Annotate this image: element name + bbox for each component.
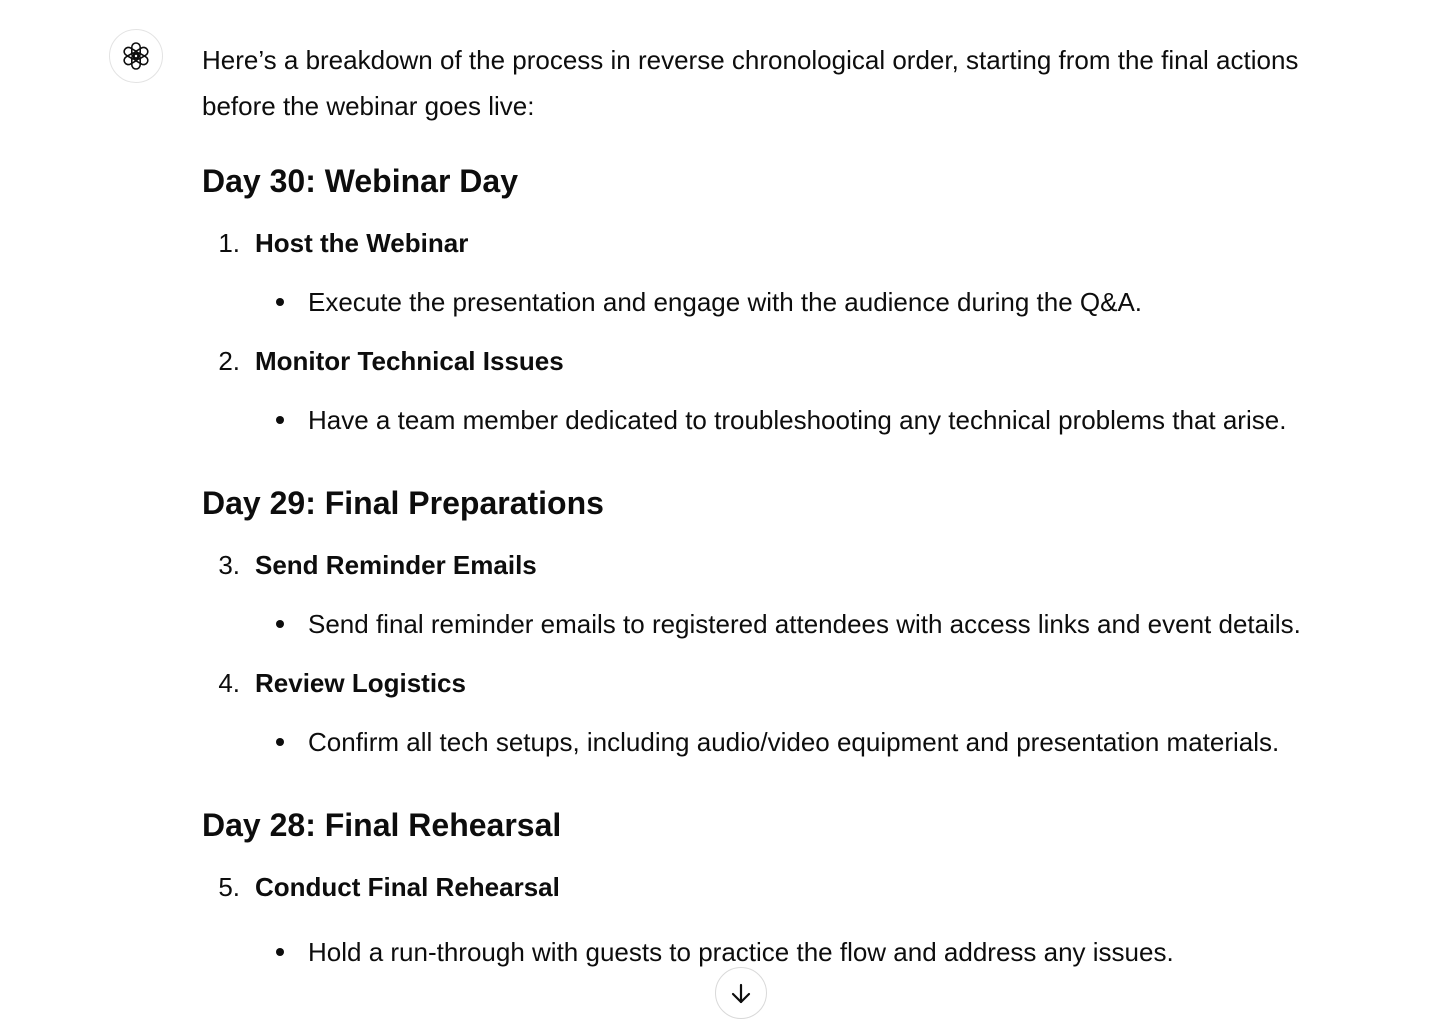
step-title: Send Reminder Emails bbox=[255, 550, 537, 580]
step-detail: Confirm all tech setups, including audio/video equipment and presentation materials. bbox=[308, 727, 1280, 757]
step-detail: Execute the presentation and engage with the audience during the Q&A. bbox=[308, 287, 1143, 317]
openai-logo-icon bbox=[120, 40, 152, 72]
step-title: Conduct Final Rehearsal bbox=[255, 872, 560, 902]
message-intro: Here’s a breakdown of the process in reverse chronological order, starting from the final actions before the webinar goes live: bbox=[202, 45, 1299, 121]
section-heading-day-29: Day 29: Final Preparations bbox=[202, 485, 604, 521]
step-title: Host the Webinar bbox=[255, 228, 469, 258]
section-heading-day-30: Day 30: Webinar Day bbox=[202, 163, 518, 199]
bullet-dot-icon bbox=[276, 298, 284, 306]
section-heading-day-28: Day 28: Final Rehearsal bbox=[202, 807, 562, 843]
bullet-dot-icon bbox=[276, 738, 284, 746]
step-number: 2. bbox=[218, 346, 240, 376]
step-title: Review Logistics bbox=[255, 668, 466, 698]
bullet-dot-icon bbox=[276, 948, 284, 956]
step-detail: Have a team member dedicated to troubleshooting any technical problems that arise. bbox=[308, 405, 1287, 435]
step-number: 5. bbox=[218, 872, 240, 902]
step-detail: Send final reminder emails to registered attendees with access links and event details. bbox=[308, 609, 1301, 639]
step-number: 4. bbox=[218, 668, 240, 698]
scroll-to-bottom-button[interactable] bbox=[715, 967, 767, 1019]
bullet-dot-icon bbox=[276, 620, 284, 628]
assistant-avatar bbox=[109, 29, 163, 83]
arrow-down-icon bbox=[729, 982, 753, 1006]
step-title: Monitor Technical Issues bbox=[255, 346, 564, 376]
bullet-dot-icon bbox=[276, 416, 284, 424]
step-number: 3. bbox=[218, 550, 240, 580]
step-detail: Hold a run-through with guests to practice the flow and address any issues. bbox=[308, 937, 1174, 967]
step-number: 1. bbox=[218, 228, 240, 258]
